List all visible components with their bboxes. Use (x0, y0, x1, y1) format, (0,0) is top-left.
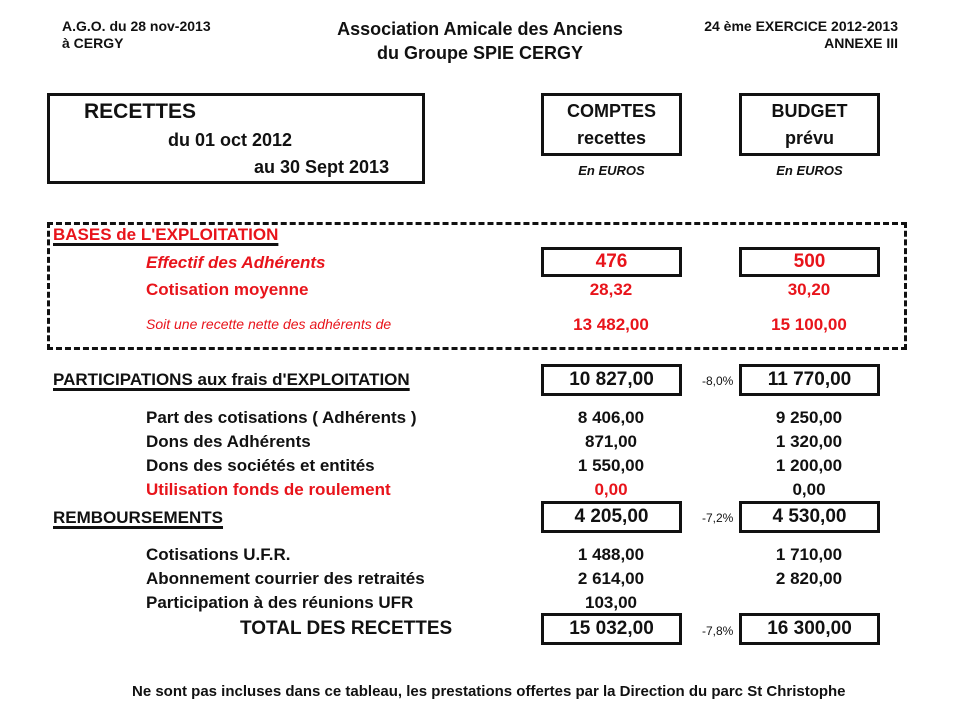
comptes-unit: En EUROS (578, 163, 645, 178)
participations-title: PARTICIPATIONS aux frais d'EXPLOITATION (53, 370, 410, 389)
bases-title: BASES de L'EXPLOITATION (53, 225, 279, 244)
meeting-place: à CERGY (62, 35, 124, 51)
cotisations-ufr-comptes: 1 488,00 (577, 545, 645, 564)
comptes-subtitle: recettes (576, 128, 647, 148)
budget-unit: En EUROS (776, 163, 843, 178)
reunions-ufr-label: Participation à des réunions UFR (146, 593, 414, 612)
dons-societes-label: Dons des sociétés et entités (146, 456, 375, 475)
title-box (47, 93, 425, 184)
dons-societes-budget: 1 200,00 (775, 456, 843, 475)
total-comptes-box: 15 032,00 (541, 613, 682, 645)
meeting-date: A.G.O. du 28 nov-2013 (62, 18, 211, 34)
cotisation-label: Cotisation moyenne (146, 280, 309, 299)
total-label: TOTAL DES RECETTES (240, 618, 453, 639)
cotisation-budget: 30,20 (787, 280, 831, 299)
fonds-roulement-comptes: 0,00 (594, 480, 628, 499)
participations-budget-box: 11 770,00 (739, 364, 880, 396)
recette-budget: 15 100,00 (771, 315, 847, 334)
remboursements-budget-box: 4 530,00 (739, 501, 880, 533)
dons-adherents-comptes: 871,00 (585, 432, 637, 451)
abonnement-comptes: 2 614,00 (577, 569, 645, 588)
dons-adherents-label: Dons des Adhérents (146, 432, 311, 451)
participations-pct: -8,0% (702, 374, 734, 388)
title-period-end: au 30 Sept 2013 (254, 157, 390, 177)
cotisations-ufr-label: Cotisations U.F.R. (146, 545, 291, 564)
abonnement-label: Abonnement courrier des retraités (146, 569, 425, 588)
title-period-start: du 01 oct 2012 (168, 130, 293, 150)
effectif-comptes-box: 476 (541, 247, 682, 277)
association-name: Association Amicale des Anciens (337, 19, 623, 39)
cotisations-ufr-budget: 1 710,00 (775, 545, 843, 564)
effectif-label: Effectif des Adhérents (146, 253, 326, 272)
reunions-ufr-comptes: 103,00 (585, 593, 637, 612)
recette-label: Soit une recette nette des adhérents de (146, 316, 392, 332)
remboursements-pct: -7,2% (702, 511, 734, 525)
fonds-roulement-label: Utilisation fonds de roulement (146, 480, 391, 499)
comptes-header-box (541, 93, 682, 156)
budget-header-box (739, 93, 880, 156)
budget-title: BUDGET (771, 101, 848, 121)
effectif-budget-box: 500 (739, 247, 880, 277)
footnote: Ne sont pas incluses dans ce tableau, les prestations offertes par la Direction du parc St Christophe (132, 683, 846, 700)
total-pct: -7,8% (702, 624, 734, 638)
remboursements-title: REMBOURSEMENTS (53, 508, 224, 527)
fonds-roulement-budget: 0,00 (792, 480, 826, 499)
remboursements-comptes-box: 4 205,00 (541, 501, 682, 533)
annex-label: ANNEXE III (824, 35, 898, 51)
title-recettes: RECETTES (84, 100, 197, 123)
association-group: du Groupe SPIE CERGY (376, 43, 584, 63)
dons-adherents-budget: 1 320,00 (775, 432, 843, 451)
part-cotisations-label: Part des cotisations ( Adhérents ) (146, 408, 417, 427)
recette-comptes: 13 482,00 (573, 315, 649, 334)
part-cotisations-comptes: 8 406,00 (577, 408, 645, 427)
total-budget-box: 16 300,00 (739, 613, 880, 645)
dons-societes-comptes: 1 550,00 (577, 456, 645, 475)
participations-comptes-box: 10 827,00 (541, 364, 682, 396)
part-cotisations-budget: 9 250,00 (775, 408, 843, 427)
exercise-label: 24 ème EXERCICE 2012-2013 (704, 18, 898, 34)
comptes-title: COMPTES (566, 101, 656, 121)
cotisation-comptes: 28,32 (589, 280, 633, 299)
abonnement-budget: 2 820,00 (775, 569, 843, 588)
budget-subtitle: prévu (784, 128, 835, 148)
